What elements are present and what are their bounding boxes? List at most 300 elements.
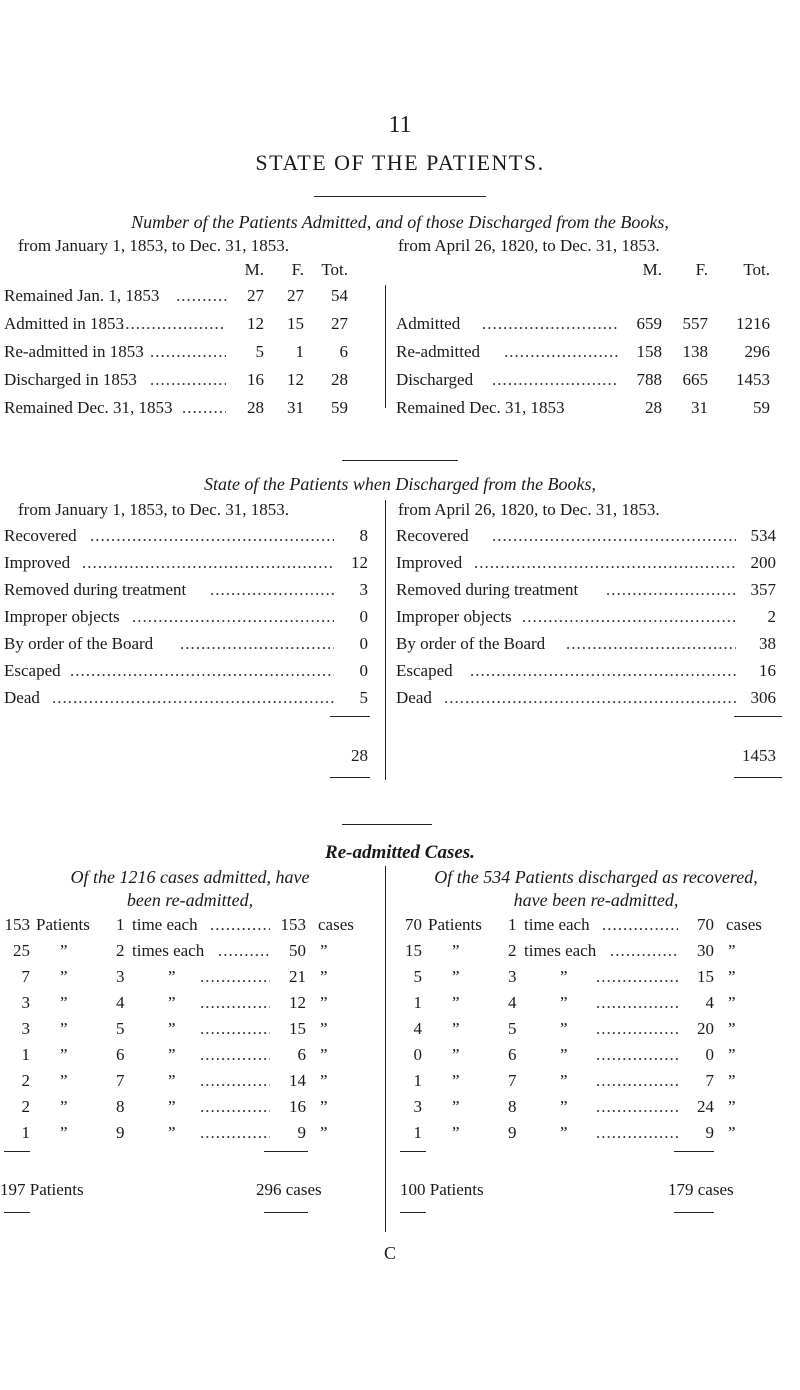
cell-cases-unit: cases [318,915,354,934]
cell-cases: 14 [289,1071,306,1090]
cell-times: 5 [116,1019,125,1038]
cell-times-word: ” [168,1045,176,1064]
dot-leader [606,580,736,600]
col-m-header: M. [642,260,662,279]
table-row [0,967,380,991]
item-label: Improper objects [4,607,120,626]
cell-times: 1 [116,915,125,934]
item-value: 0 [359,661,368,680]
cell-patients: 2 [21,1097,30,1116]
cell-patients: 70 [405,915,422,934]
cell-times: 1 [508,915,517,934]
dot-leader [210,915,270,935]
cell-m: 158 [636,342,662,361]
row-label: Remained Dec. 31, 1853 [4,398,173,417]
total-value: 28 [351,746,368,765]
table-row [0,941,380,965]
cell-cases: 153 [280,915,306,934]
cell-tot: 6 [339,342,348,361]
dot-leader [200,1045,270,1065]
cell-times: 2 [116,941,125,960]
table-row [0,1123,380,1147]
cell-word: ” [452,1071,460,1090]
cell-cases-unit: ” [320,1019,328,1038]
cell-cases-unit: ” [320,941,328,960]
dot-leader [200,1097,270,1117]
cell-cases: 9 [705,1123,714,1142]
list-item [0,634,380,658]
cell-patients: 1 [21,1123,30,1142]
table-row [392,967,800,991]
item-value: 534 [750,526,776,545]
table-row [0,1071,380,1095]
total-cases: 296 cases [256,1180,322,1199]
cell-times: 4 [116,993,125,1012]
dot-leader [90,526,334,546]
cell-patients: 1 [413,1123,422,1142]
cell-f: 665 [682,370,708,389]
dot-leader [200,1123,270,1143]
total-underline-cases [264,1212,308,1213]
total-patients: 197 Patients [0,1180,84,1199]
cell-times: 9 [508,1123,517,1142]
cell-cases: 24 [697,1097,714,1116]
total-underline [330,777,370,778]
cell-times: 3 [508,967,517,986]
section3-divider [385,866,386,1232]
total-underline [734,777,782,778]
dot-leader [150,370,226,390]
row-label: Re-admitted [396,342,481,361]
dot-leader [474,553,736,573]
dot-leader [470,661,736,681]
dot-leader [200,1019,270,1039]
cell-cases-unit: ” [728,1019,736,1038]
section3-title: Re-admitted Cases. [325,842,475,863]
cell-cases-unit: ” [320,1045,328,1064]
cell-word: ” [60,1071,68,1090]
item-value: 0 [359,634,368,653]
cell-m: 28 [247,398,264,417]
cell-cases: 21 [289,967,306,986]
item-value: 8 [359,526,368,545]
cell-tot: 296 [744,342,770,361]
total-cases: 179 cases [668,1180,734,1199]
cell-cases: 50 [289,941,306,960]
cell-word: Patients [428,915,482,934]
dot-leader [150,342,226,362]
item-label: Improved [396,553,463,572]
section1-divider [385,285,386,408]
dot-leader [200,967,270,987]
item-label: Recovered [4,526,77,545]
cell-times-word: ” [168,993,176,1012]
dot-leader [504,342,618,362]
cell-times: 5 [508,1019,517,1038]
cell-times: 8 [508,1097,517,1116]
list-item [0,526,380,550]
dot-leader [444,688,736,708]
list-total [392,746,792,770]
list-item [392,526,792,550]
cell-patients: 7 [21,967,30,986]
cell-patients: 15 [405,941,422,960]
table-row [0,1045,380,1069]
cell-tot: 27 [331,314,348,333]
cell-m: 27 [247,286,264,305]
dot-leader [596,993,678,1013]
cell-times: 8 [116,1097,125,1116]
row-label: Remained Jan. 1, 1853 [4,286,160,305]
cell-f: 31 [287,398,304,417]
dot-leader [180,634,334,654]
cell-word: ” [60,941,68,960]
section2-left-subtitle: from January 1, 1853, to Dec. 31, 1853. [18,500,290,519]
row-label: Remained Dec. 31, 1853 [396,398,565,417]
item-value: 5 [359,688,368,707]
item-label: Escaped [396,661,453,680]
cell-tot: 28 [331,370,348,389]
table-row [0,286,380,310]
cell-word: ” [452,967,460,986]
cell-word: ” [60,1045,68,1064]
cell-patients: 0 [413,1045,422,1064]
cell-times-word: times each [524,941,597,960]
col-f-header: F. [291,260,304,279]
item-label: Escaped [4,661,61,680]
list-item [392,553,792,577]
table-row [0,915,380,939]
cell-m: 12 [247,314,264,333]
cell-patients: 3 [21,1019,30,1038]
item-value: 16 [759,661,776,680]
list-item [392,607,792,631]
cell-f: 12 [287,370,304,389]
cell-f: 15 [287,314,304,333]
cell-times-word: ” [560,1097,568,1116]
list-item [392,688,792,712]
cell-times: 9 [116,1123,125,1142]
cell-times: 6 [116,1045,125,1064]
divider-top [314,196,486,197]
list-item [392,634,792,658]
cell-word: ” [60,993,68,1012]
cell-times: 2 [508,941,517,960]
sum-line-cases [674,1151,714,1152]
sum-line [734,716,782,717]
cell-times: 3 [116,967,125,986]
section1-right-subtitle: from April 26, 1820, to Dec. 31, 1853. [398,236,660,255]
cell-cases: 15 [697,967,714,986]
total-underline-patients [400,1212,426,1213]
dot-leader [492,526,736,546]
cell-cases: 16 [289,1097,306,1116]
cell-cases-unit: ” [728,1097,736,1116]
item-label: Improper objects [396,607,512,626]
signature-mark: C [384,1243,397,1263]
cell-times-word: ” [168,1097,176,1116]
cell-times-word: ” [560,1071,568,1090]
dot-leader [596,1019,678,1039]
cell-tot: 59 [753,398,770,417]
cell-tot: 59 [331,398,348,417]
item-label: By order of the Board [396,634,546,653]
item-label: By order of the Board [4,634,154,653]
dot-leader [522,607,736,627]
section3-left-heading-1: Of the 1216 cases admitted, have [70,867,310,887]
cell-times: 7 [508,1071,517,1090]
dot-leader [610,941,678,961]
table-row [392,1123,800,1147]
cell-word: ” [60,1019,68,1038]
cell-f: 31 [691,398,708,417]
cell-m: 28 [645,398,662,417]
dot-leader [82,553,334,573]
col-tot-header: Tot. [743,260,770,279]
sum-line [330,716,370,717]
cell-f: 1 [295,342,304,361]
cell-f: 27 [287,286,304,305]
table-row [0,993,380,1017]
cell-times-word: ” [168,967,176,986]
dot-leader [200,1071,270,1091]
table-row [392,941,800,965]
item-label: Dead [4,688,40,707]
item-value: 357 [750,580,776,599]
cell-word: ” [452,1123,460,1142]
cell-cases: 12 [289,993,306,1012]
list-total [0,746,380,770]
total-value: 1453 [742,746,776,765]
table-row [392,314,792,338]
table-row [392,993,800,1017]
cell-f: 557 [682,314,708,333]
cell-patients: 4 [413,1019,422,1038]
row-label: Re-admitted in 1853 [4,342,144,361]
total-underline-cases [674,1212,714,1213]
table-row [392,342,792,366]
cell-m: 5 [255,342,264,361]
table-row [0,1097,380,1121]
cell-cases-unit: ” [320,1071,328,1090]
sum-line-patients [400,1151,426,1152]
page-heading: STATE OF THE PATIENTS. [255,150,545,175]
row-label: Admitted in 1853 [4,314,124,333]
cell-cases: 6 [297,1045,306,1064]
cell-cases-unit: ” [728,941,736,960]
table-row [392,915,800,939]
item-label: Dead [396,688,432,707]
item-label: Removed during treatment [4,580,187,599]
dot-leader [200,993,270,1013]
dot-leader [596,1071,678,1091]
item-value: 12 [351,553,368,572]
section3-right-heading-2: have been re-admitted, [513,890,679,910]
dot-leader [596,1045,678,1065]
cell-cases: 15 [289,1019,306,1038]
total-patients: 100 Patients [400,1180,484,1199]
table-row [0,370,380,394]
section3-left-heading-2: been re-admitted, [126,890,254,910]
table-row [392,370,792,394]
item-value: 200 [750,553,776,572]
dot-leader [218,941,270,961]
cell-patients: 25 [13,941,30,960]
cell-m: 16 [247,370,264,389]
item-value: 38 [759,634,776,653]
item-value: 3 [359,580,368,599]
cell-patients: 1 [21,1045,30,1064]
cell-word: Patients [36,915,90,934]
cell-times-word: times each [132,941,205,960]
cell-times-word: ” [560,993,568,1012]
table-row [0,342,380,366]
cell-times-word: ” [168,1019,176,1038]
cell-times-word: ” [560,1123,568,1142]
section1-left-subtitle: from January 1, 1853, to Dec. 31, 1853. [18,236,290,255]
dot-leader [492,370,618,390]
cell-cases-unit: ” [320,1123,328,1142]
item-label: Removed during treatment [396,580,579,599]
cell-word: ” [60,1123,68,1142]
cell-cases-unit: ” [320,967,328,986]
cell-word: ” [60,967,68,986]
section1-left-header [0,260,380,284]
cell-times-word: time each [132,915,198,934]
dot-leader [596,967,678,987]
dot-leader [596,1097,678,1117]
cell-tot: 1453 [736,370,770,389]
cell-patients: 3 [413,1097,422,1116]
row-label: Discharged in 1853 [4,370,137,389]
cell-cases-unit: ” [320,1097,328,1116]
cell-cases: 30 [697,941,714,960]
item-label: Recovered [396,526,469,545]
row-label: Admitted [396,314,461,333]
cell-patients: 1 [413,1071,422,1090]
list-item [0,607,380,631]
cell-cases-unit: cases [726,915,762,934]
item-value: 0 [359,607,368,626]
cell-tot: 54 [331,286,348,305]
list-item [0,688,380,712]
table-row [392,1097,800,1121]
cell-times-word: ” [560,967,568,986]
dot-leader [52,688,334,708]
sum-line-cases [264,1151,308,1152]
section1-right-header [392,260,792,284]
item-value: 306 [750,688,776,707]
divider-section2 [342,824,432,825]
divider-section1 [342,460,458,461]
cell-word: ” [452,941,460,960]
cell-cases: 20 [697,1019,714,1038]
section1-title: Number of the Patients Admitted, and of those Discharged from the Books, [131,212,669,232]
table-row [392,1071,800,1095]
cell-cases: 0 [705,1045,714,1064]
cell-times-word: ” [168,1123,176,1142]
section2-title: State of the Patients when Discharged from the Books, [203,474,597,494]
cell-cases-unit: ” [728,967,736,986]
table-row [392,1045,800,1069]
cell-cases: 70 [697,915,714,934]
cell-patients: 2 [21,1071,30,1090]
cell-word: ” [452,1019,460,1038]
item-label: Improved [4,553,71,572]
section2-right-subtitle: from April 26, 1820, to Dec. 31, 1853. [398,500,660,519]
cell-times-word: ” [560,1019,568,1038]
item-value: 2 [767,607,776,626]
cell-tot: 1216 [736,314,770,333]
dot-leader [182,398,226,418]
cell-cases: 4 [705,993,714,1012]
dot-leader [176,286,228,306]
cell-m: 659 [636,314,662,333]
list-item [392,661,792,685]
list-item [0,553,380,577]
cell-f: 138 [682,342,708,361]
cell-patients: 5 [413,967,422,986]
dot-leader [70,661,334,681]
cell-cases-unit: ” [728,993,736,1012]
row-label: Discharged [396,370,474,389]
dot-leader [596,1123,678,1143]
section2-divider [385,500,386,780]
section3-right-heading-1: Of the 534 Patients discharged as recovered, [434,867,758,887]
sum-line-patients [4,1151,30,1152]
total-underline-patients [4,1212,30,1213]
cell-patients: 153 [4,915,30,934]
table-row [392,1019,800,1043]
dot-leader [132,607,334,627]
col-tot-header: Tot. [321,260,348,279]
cell-times: 4 [508,993,517,1012]
page-number: 11 [388,112,412,138]
table-row [392,398,792,422]
cell-cases-unit: ” [320,993,328,1012]
cell-cases-unit: ” [728,1045,736,1064]
dot-leader [566,634,736,654]
cell-cases: 9 [297,1123,306,1142]
cell-cases: 7 [705,1071,714,1090]
cell-patients: 1 [413,993,422,1012]
table-row [0,314,380,338]
col-f-header: F. [695,260,708,279]
dot-leader [482,314,618,334]
list-item [0,661,380,685]
cell-word: ” [452,1097,460,1116]
cell-word: ” [452,1045,460,1064]
table-row [0,1019,380,1043]
cell-word: ” [60,1097,68,1116]
cell-times: 6 [508,1045,517,1064]
dot-leader [120,314,226,334]
table-row [0,398,380,422]
cell-times-word: ” [560,1045,568,1064]
list-item [392,580,792,604]
dot-leader [210,580,334,600]
dot-leader [602,915,678,935]
cell-times-word: time each [524,915,590,934]
cell-cases-unit: ” [728,1123,736,1142]
col-m-header: M. [244,260,264,279]
cell-patients: 3 [21,993,30,1012]
cell-cases-unit: ” [728,1071,736,1090]
cell-times-word: ” [168,1071,176,1090]
list-item [0,580,380,604]
cell-word: ” [452,993,460,1012]
cell-times: 7 [116,1071,125,1090]
